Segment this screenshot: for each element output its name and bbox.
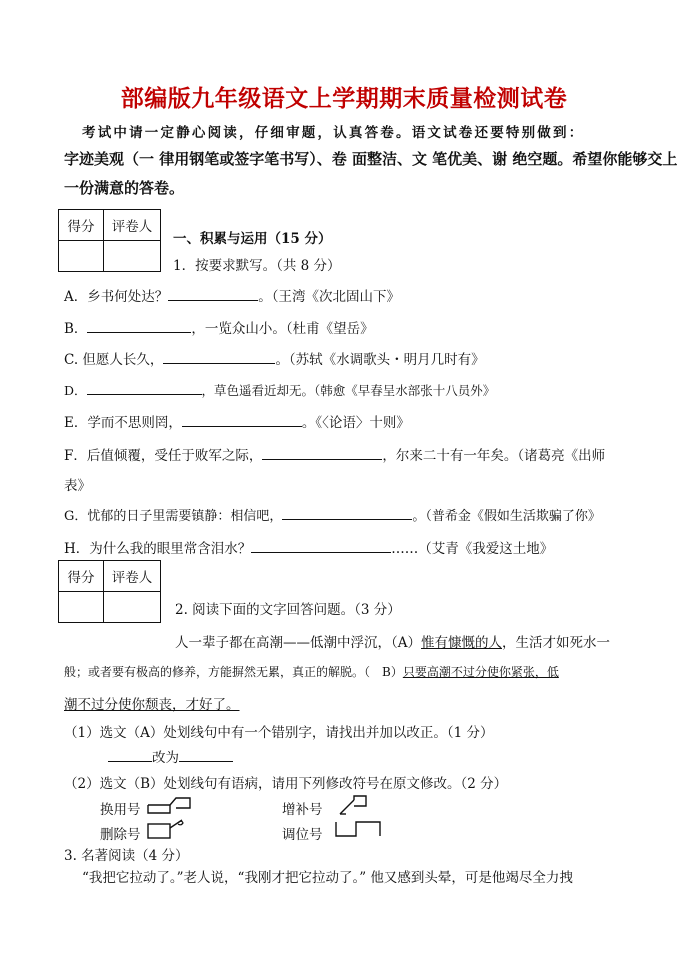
question-1-title: 1．按要求默写。（共 8 分） (173, 258, 341, 274)
score-header: 得分 (59, 561, 104, 592)
insert-symbol-label: 增补号 (282, 802, 323, 818)
intro-line-1: 考试中请一定静心阅读，仔细审题，认真答卷。语文试卷还要特别做到： (82, 125, 585, 141)
q1-item-d (64, 380, 495, 399)
score-cell[interactable] (59, 592, 104, 623)
item-source: ，尔来二十有一年矣。（诸葛亮《出师 (382, 448, 606, 464)
item-source: 。（王湾《次北固山下》 (258, 289, 400, 305)
item-source: ，草色遥看近却无。（韩愈《早春呈水部张十八员外》 (201, 383, 496, 398)
section-1-heading: 一、积累与运用（15 分） (173, 231, 332, 247)
q1-item-b (64, 317, 374, 337)
score-header: 得分 (59, 210, 104, 241)
question-3-text: “我把它拉动了。”老人说，“我刚才把它拉动了。” 他又感到头晕，可是他竭尽全力拽 (82, 870, 573, 886)
item-source: 。（普希金《假如生活欺骗了你》 (412, 509, 601, 524)
item-text: A．乡书何处达？ (64, 289, 169, 305)
intro-line-3: 一份满意的答卷。 (64, 179, 185, 197)
intro-line-2: 字迹美观（一 律用钢笔或签字笔书写）、卷 面整洁、文 笔优美、谢 绝空题。希望你能够交上 (64, 150, 678, 168)
answer-blank[interactable] (182, 412, 302, 427)
passage-line-3 (64, 693, 240, 713)
answer-blank[interactable] (87, 380, 202, 395)
replace-symbol-label: 换用号 (100, 802, 141, 818)
delete-symbol-label: 删除号 (100, 827, 141, 843)
q2-sub-1-fill (108, 746, 233, 766)
q2-sub-1: （1）选文（A）处划线句中有一个错别字，请找出并加以改正。（1 分） (64, 725, 494, 741)
grader-header: 评卷人 (104, 210, 161, 241)
underlined-sentence-b: 只要高潮不过分使你紧张，低 (402, 665, 559, 679)
change-to-label: 改为 (152, 750, 179, 766)
item-text: D． (64, 383, 87, 398)
q1-item-a (64, 285, 400, 305)
replace-mark-icon (146, 795, 192, 815)
delete-mark-icon (146, 816, 190, 840)
q1-item-e (64, 411, 410, 431)
move-symbol-label: 调位号 (282, 827, 323, 843)
score-cell[interactable] (59, 241, 104, 272)
grader-header: 评卷人 (104, 561, 161, 592)
correct-char-blank[interactable] (179, 747, 233, 762)
item-source: 。《〈论语〉十则》 (301, 415, 410, 431)
q2-sub-2: （2）选文（B）处划线句有语病，请用下列修改符号在原文修改。（2 分） (64, 776, 508, 792)
q1-item-g (64, 505, 601, 524)
passage-text: 人一辈子都在高潮——低潮中浮沉，（A） (175, 635, 421, 651)
q1-item-c (64, 348, 485, 368)
score-table-1 (58, 209, 161, 272)
wrong-char-blank[interactable] (108, 747, 152, 762)
answer-blank[interactable] (163, 349, 275, 364)
answer-blank[interactable] (262, 445, 382, 460)
underlined-sentence-a: 惟有慷慨的人 (421, 635, 502, 651)
q1-item-h (64, 537, 553, 557)
grader-cell[interactable] (104, 241, 161, 272)
q1-item-f (64, 444, 605, 464)
question-2-title: 2. 阅读下面的文字回答问题。（3 分） (175, 602, 401, 618)
item-source: ……（艾青《我爱这土地》 (391, 541, 554, 557)
question-3-title: 3. 名著阅读（4 分） (64, 848, 189, 864)
answer-blank[interactable] (87, 318, 191, 333)
item-text: H．为什么我的眼里常含泪水？ (64, 541, 252, 557)
answer-blank[interactable] (282, 505, 412, 520)
item-text: F．后值倾覆，受任于败军之际， (64, 448, 263, 464)
item-text: G．忧郁的日子里需要镇静：相信吧， (64, 509, 283, 524)
underlined-sentence-b-cont: 潮不过分使你颓丧，才好了。 (64, 697, 240, 713)
page-title: 部编版九年级语文上学期期末质量检测试卷 (120, 86, 568, 112)
transpose-mark-icon (334, 818, 386, 840)
passage-line-1 (175, 631, 610, 651)
item-text: E．学而不思则罔， (64, 415, 182, 431)
passage-text: 般；或者要有极高的修养，方能摒然无累，真正的解脱。（ B） (64, 665, 403, 679)
insert-mark-icon (336, 794, 370, 816)
answer-blank[interactable] (168, 286, 258, 301)
grader-cell[interactable] (104, 592, 161, 623)
item-source: 。（苏轼《水调歌头・明月几时有》 (275, 352, 485, 368)
score-table-2 (58, 560, 161, 623)
item-text: B． (64, 321, 88, 337)
q1-item-f-cont: 表》 (64, 478, 91, 494)
item-text: C. 但愿人长久， (64, 352, 164, 368)
answer-blank[interactable] (251, 538, 391, 553)
passage-line-2 (64, 663, 559, 680)
item-source: ，一览众山小。（杜甫《望岳》 (191, 321, 374, 337)
passage-text: ，生活才如死水一 (502, 635, 610, 651)
